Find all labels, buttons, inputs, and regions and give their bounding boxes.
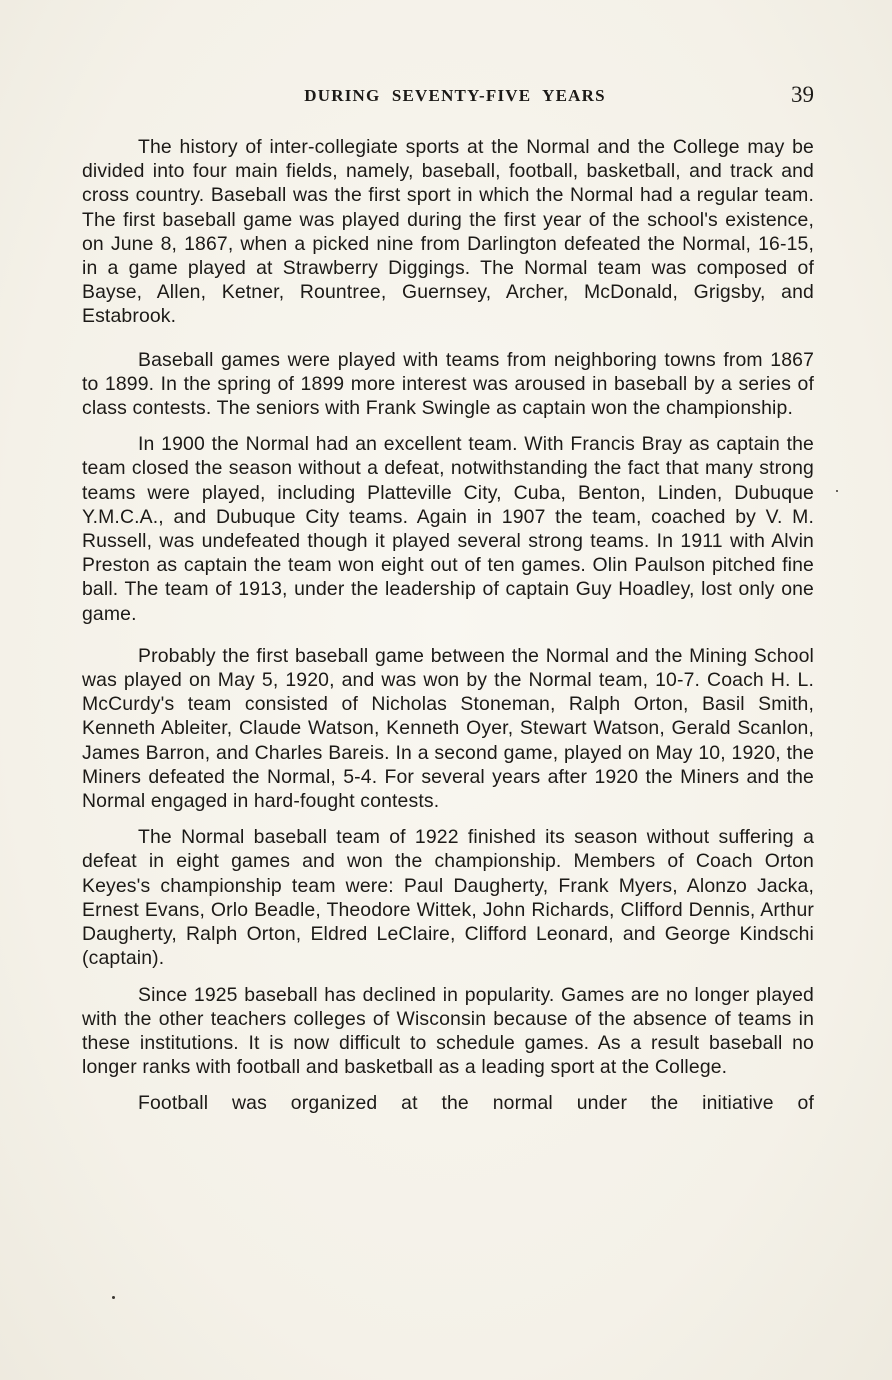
- body-text: [82, 135, 814, 1135]
- paragraph-mining-school-game: Probably the first baseball game between the Normal and the Mining School was played on May 5, 1920, and was won by the Normal team, 10-7. Coach H. L. McCurdy's team consisted of Nicholas Stoneman, Ralph Orton, Basil Smith, Kenneth Ableiter, Claude Watson, Kenneth Oyer, Stewart Watson, Gerald Scanlon, James Barron, and Charles Bareis. In a second game, played on May 10, 1920, the Miners defeated the Normal, 5-4. For several years after 1920 the Miners and the Normal engaged in hard-fought contests.: [82, 644, 814, 813]
- page-header: [82, 84, 814, 112]
- paragraph-history-of-sports: The history of inter-collegiate sports at the Normal and the College may be divided into four main fields, namely, baseball, football, basketball, and track and cross country. Baseball was the first sport in which the Normal had a regular team. The first baseball game was played during the first year of the school's existence, on June 8, 1867, when a picked nine from Darlington defeated the Normal, 16-15, in a game played at Strawberry Diggings. The Normal team was composed of Bayse, Allen, Ketner, Rountree, Guernsey, Archer, McDonald, Grigsby, and Estabrook.: [82, 136, 814, 328]
- paragraph-early-baseball: Baseball games were played with teams from neighboring towns from 1867 to 1899. In the spring of 1899 more interest was aroused in baseball by a series of class contests. The seniors with Frank Swingle as captain won the championship.: [82, 348, 814, 420]
- paragraph-1922-team: The Normal baseball team of 1922 finished its season without suffering a defeat in eight games and won the championship. Members of Coach Orton Keyes's championship team were: Paul Daugherty, Frank Myers, Alonzo Jacka, Ernest Evans, Orlo Beadle, Theodore Wittek, John Richards, Clifford Dennis, Arthur Daugherty, Ralph Orton, Eldred LeClaire, Clifford Leonard, and George Kindschi (captain).: [82, 826, 814, 970]
- paragraph-football-start: Football was organized at the normal under the initiative of: [138, 1092, 814, 1115]
- ink-speck: [836, 490, 838, 492]
- paragraph-1900-team: In 1900 the Normal had an excellent team. With Francis Bray as captain the team closed the season without a defeat, notwithstanding the fact that many strong teams were played, including Platteville City, Cuba, Benton, Linden, Dubuque Y.M.C.A., and Dubuque City teams. Again in 1907 the team, coached by V. M. Russell, was undefeated though it played several strong teams. In 1911 with Alvin Preston as captain the team won eight out of ten games. Olin Paulson pitched fine ball. The team of 1913, under the leadership of captain Guy Hoadley, lost only one game.: [82, 433, 814, 625]
- ink-speck: [112, 1296, 115, 1299]
- running-title: DURING SEVENTY-FIVE YEARS: [304, 86, 606, 105]
- page-number: 39: [791, 82, 814, 107]
- paragraph-baseball-decline: Since 1925 baseball has declined in popularity. Games are no longer played with the other teachers colleges of Wisconsin because of the absence of teams in these institutions. It is now difficult to schedule games. As a result baseball no longer ranks with football and basketball as a leading sport at the College.: [82, 983, 814, 1079]
